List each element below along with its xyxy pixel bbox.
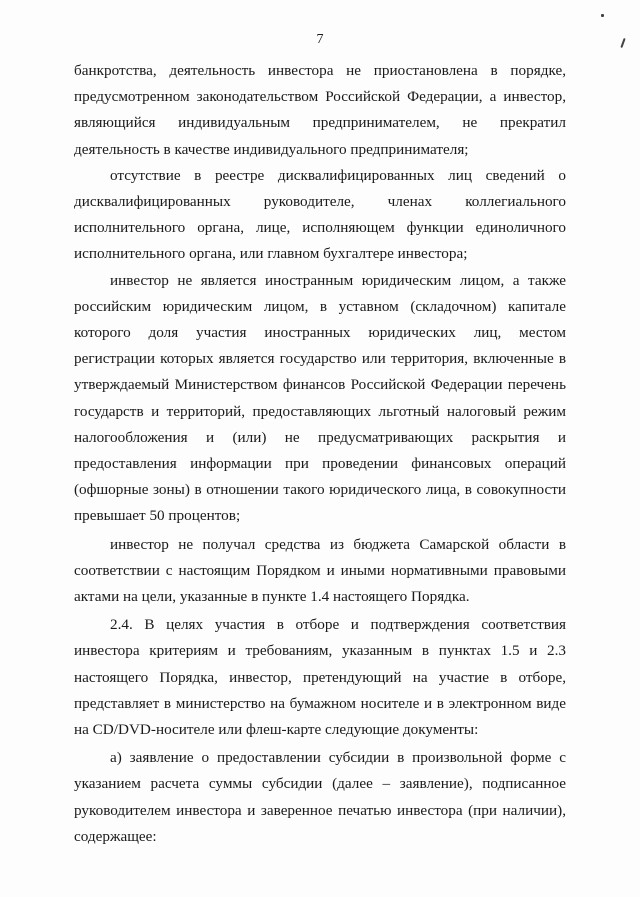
paragraph-disqualified: отсутствие в реестре дисквалифицированных лиц сведений о дисквалифицированных руководителе, членах коллегиального исполнительного органа, лице, исполняющем функции единоличного исполнительного органа, или главном бухгалтере инвестора; — [74, 166, 566, 263]
paragraph-application-a: а) заявление о предоставлении субсидии в произвольной форме с указанием расчета суммы субсидии (далее – заявление), подписанное руководителем инвестора и заверенное печатью инвестора (при наличии), содержащее: — [74, 749, 566, 845]
document-body — [74, 58, 566, 850]
paragraph-budget-funds: инвестор не получал средства из бюджета Самарской области в соответствии с настоящим Порядком и иными нормативными правовыми актами на цели, указанные в пункте 1.4 настоящего Порядка. — [74, 535, 566, 606]
scan-mark — [601, 14, 604, 17]
paragraph-foreign-entity: инвестор не является иностранным юридическим лицом, а также российским юридическим лицом, в уставном (складочном) капитале которого доля участия иностранных юридических лиц, местом регистрации которых является государство или территория, включенные в утверждаемый Министерством финансов Российской Федерации перечень государств и территорий, предоставляющих льготный налоговый режим налогообложения и (или) не предусматривающих раскрытия и предоставления информации при проведении финансовых операций (офшорные зоны) в отношении такого юридического лица, в совокупности превышает 50 процентов; — [74, 271, 566, 525]
page-number: 7 — [316, 32, 324, 47]
paragraph-bankruptcy: банкротства, деятельность инвестора не приостановлена в порядке, предусмотренном законодательством Российской Федерации, а инвестор, являющийся индивидуальным предпринимателем, не прекратил деятельность в качестве индивидуального предпринимателя; — [74, 62, 566, 158]
paragraph-section-2-4: 2.4. В целях участия в отборе и подтверждения соответствия инвестора критериям и требованиям, указанным в пунктах 1.5 и 2.3 настоящего Порядка, инвестор, претендующий на участие в отборе, представляет в министерство на бумажном носителе и в электронном виде на CD/DVD-носителе или флеш-карте следующие документы: — [74, 616, 566, 739]
